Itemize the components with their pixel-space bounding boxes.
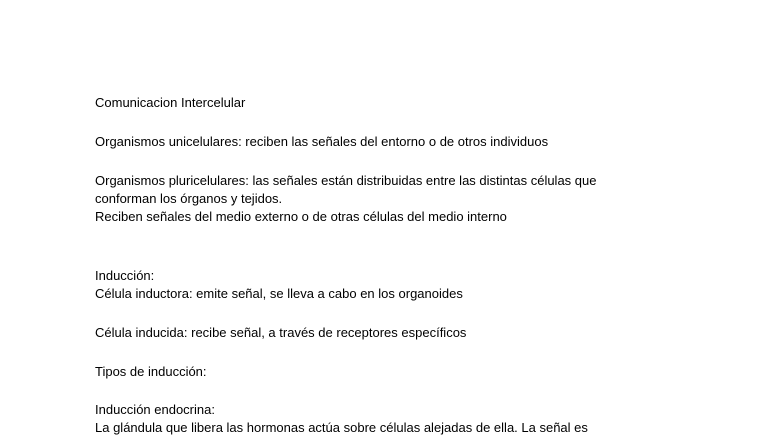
heading-tipos-induccion: Tipos de inducción: (95, 364, 207, 379)
document-title: Comunicacion Intercelular (95, 95, 246, 110)
heading-induccion: Inducción: (95, 268, 155, 283)
paragraph-celula-inductora: Célula inductora: emite señal, se lleva a cabo en los organoides (95, 286, 463, 301)
paragraph-glandula: La glándula que libera las hormonas actúa sobre células alejadas de ella. La señal es (95, 420, 588, 435)
paragraph-unicelulares: Organismos unicelulares: reciben las señales del entorno o de otros individuos (95, 134, 549, 149)
heading-induccion-endocrina: Inducción endocrina: (95, 402, 215, 417)
paragraph-pluricelulares-line-2: conforman los órganos y tejidos. (95, 191, 283, 206)
paragraph-pluricelulares-line-1: Organismos pluricelulares: las señales están distribuidas entre las distintas células que (95, 173, 597, 188)
paragraph-celula-inducida: Célula inducida: recibe señal, a través de receptores específicos (95, 325, 467, 340)
paragraph-reciben: Reciben señales del medio externo o de otras células del medio interno (95, 209, 507, 224)
